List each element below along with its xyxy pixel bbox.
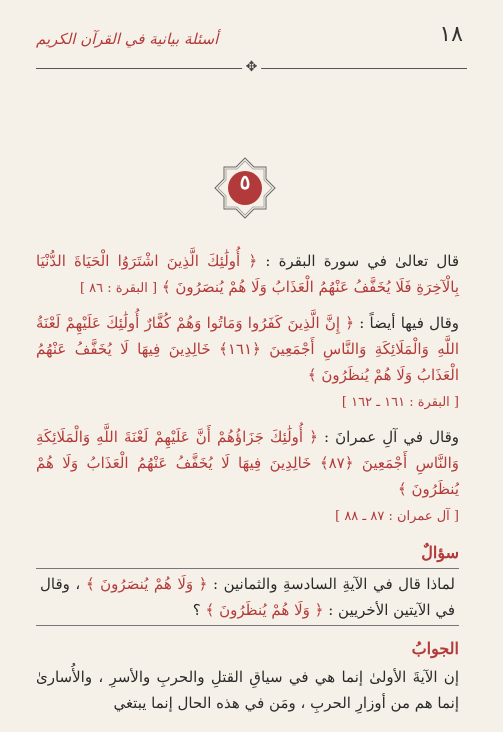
page-number: ١٨ <box>439 22 463 47</box>
verse-reference: [ البقرة : ١٦١ ـ ١٦٢ ] <box>341 395 459 410</box>
verse-reference: [ البقرة : ٨٦ ] <box>79 281 158 296</box>
question-quote-2: ﴿ وَلَا هُمْ يُنظَرُونَ ﴾ <box>205 601 324 619</box>
question-quote-1: ﴿ وَلَا هُمْ يُنصَرُونَ ﴾ <box>85 575 208 593</box>
answer-title: الجوابُ <box>411 639 459 658</box>
paragraph-3 <box>36 424 459 530</box>
verse-quote: ﴿ أُولَٰئِكَ الَّذِينَ اشْتَرَوُا الْحَيَاةَ الدُّنْيَا بِالْآخِرَةِ فَلَا يُخَفَّفُ عَنْهُمُ الْعَذَابُ وَلَا هُمْ يُنصَرُونَ ﴾ <box>36 252 459 296</box>
verse-quote: ﴿ إِنَّ الَّذِينَ كَفَرُوا وَمَاتُوا وَهُمْ كُفَّارٌ أُولَٰئِكَ عَلَيْهِمْ لَعْنَةُ اللَّهِ وَالْمَلَائِكَةِ وَالنَّاسِ أَجْمَعِينَ ﴿١٦١﴾ خَالِدِينَ فِيهَا لَا يُخَفَّفُ عَنْهُمُ الْعَذَابُ وَلَا هُمْ يُنظَرُونَ ﴾ <box>36 314 459 384</box>
verse-reference: [ آل عمران : ٨٧ ـ ٨٨ ] <box>335 509 459 524</box>
page-header <box>36 22 467 75</box>
verse-quote: ﴿ أُولَٰئِكَ جَزَاؤُهُمْ أَنَّ عَلَيْهِمْ لَعْنَةَ اللَّهِ وَالْمَلَائِكَةِ وَالنَّاسِ أَجْمَعِينَ ﴿٨٧﴾ خَالِدِينَ فِيهَا لَا يُخَفَّفُ عَنْهُمُ الْعَذَابُ وَلَا هُمْ يُنظَرُونَ ﴾ <box>36 428 459 498</box>
paragraph-1 <box>36 248 459 302</box>
question-text: لماذا قال في الآيةِ السادسةِ والثمانين : <box>207 575 455 593</box>
paragraph-intro: وقال فيها أيضاً : <box>354 314 459 332</box>
page-body <box>36 248 459 724</box>
book-title: أسئلة بيانية في القرآن الكريم <box>36 30 219 48</box>
chapter-number: ٥ <box>239 170 251 194</box>
question-title: سؤالٌ <box>421 543 459 562</box>
paragraph-2 <box>36 310 459 416</box>
question-text: ، وقال في الآيتين الأخريين : <box>40 575 455 619</box>
question-box <box>36 568 459 626</box>
header-divider <box>36 59 467 75</box>
paragraph-intro: وقال في آلِ عمرانَ : <box>317 428 459 446</box>
answer-text: إن الآيةَ الأولىٰ إنما هي في سياقِ القتلِ والحربِ والأسرِ ، والأُسارىٰ إنما هم من أوزارِ الحربِ ، ومَن في هذه الحال إنما يبتغي <box>36 668 459 712</box>
ornament-icon: ✥ <box>242 59 262 75</box>
question-text: ؟ <box>192 601 201 619</box>
paragraph-intro: قال تعالىٰ في سورة البقرة : <box>257 252 460 270</box>
